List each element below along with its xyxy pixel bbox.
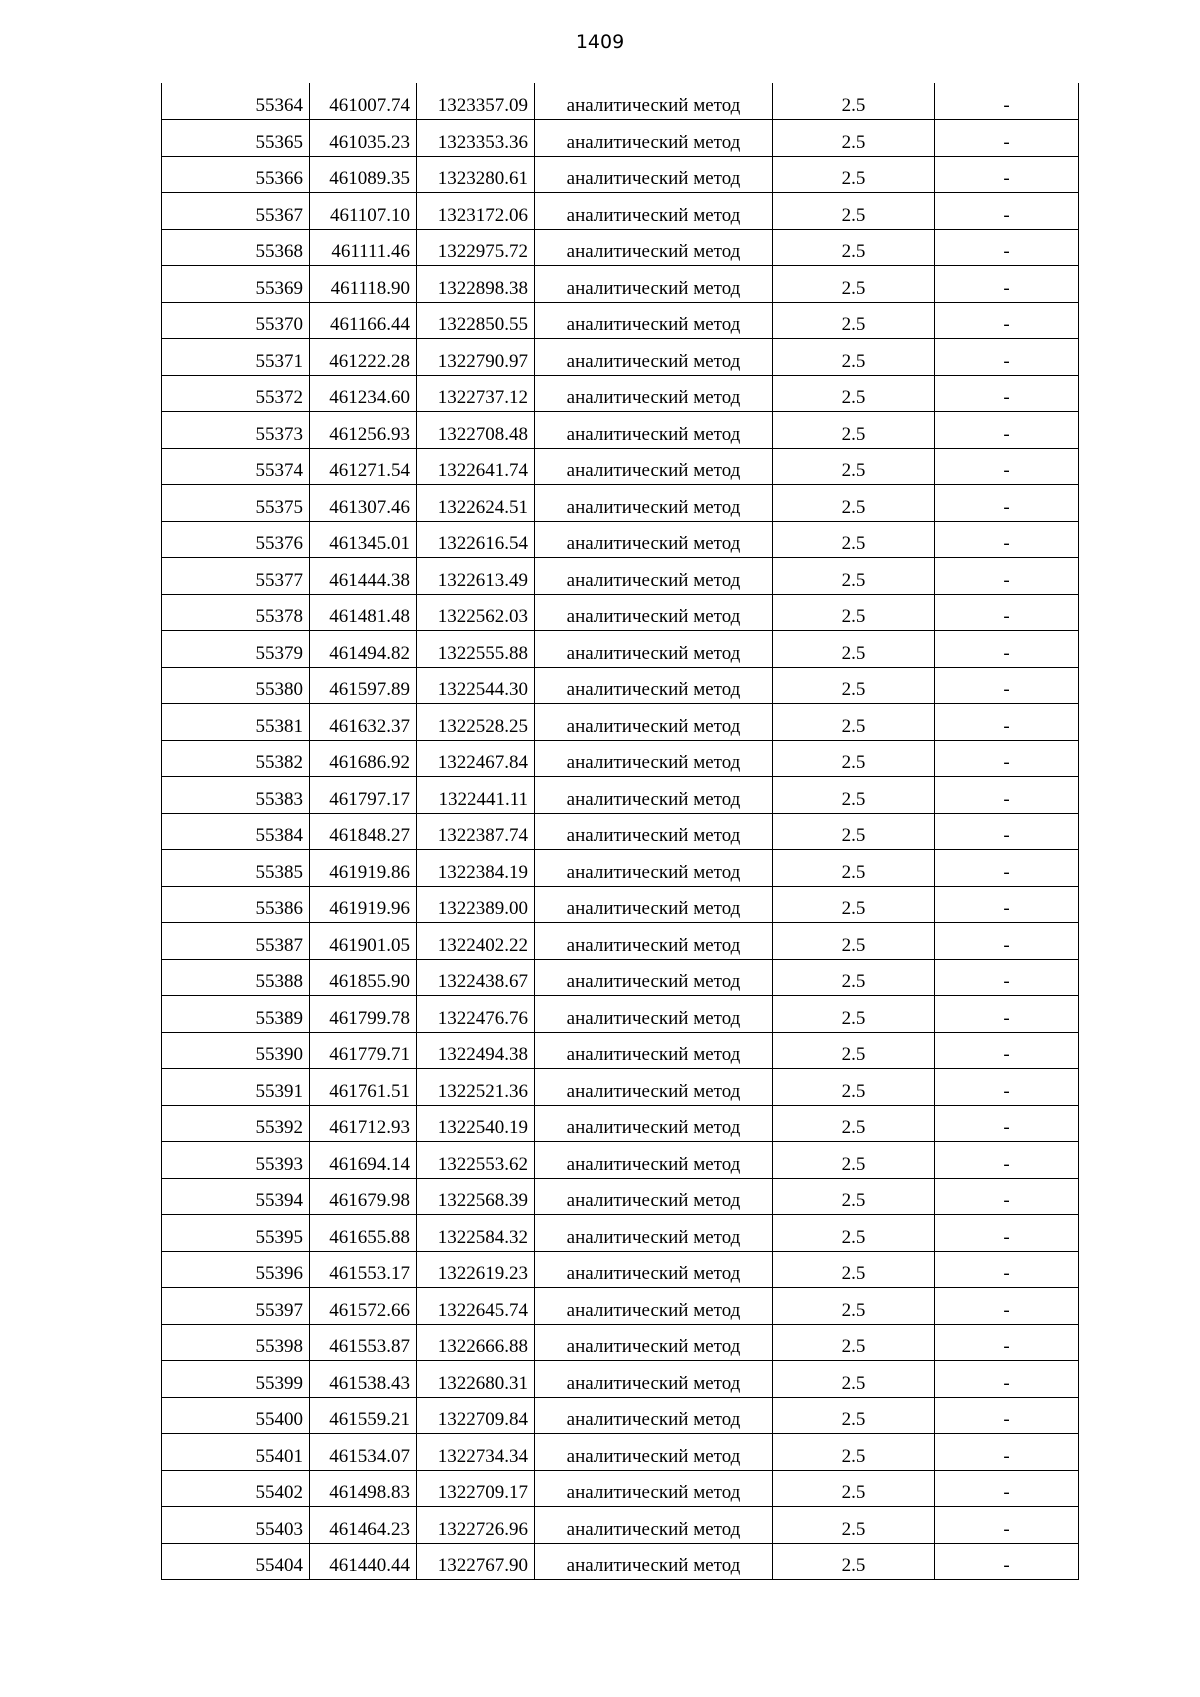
cell-point-number: 55387: [162, 923, 310, 960]
cell-point-number: 55376: [162, 521, 310, 558]
cell-note: -: [935, 777, 1079, 814]
cell-note: -: [935, 1397, 1079, 1434]
cell-accuracy: 2.5: [773, 886, 935, 923]
table-row: [162, 302, 1079, 339]
table-row: [162, 777, 1079, 814]
table-row: [162, 1288, 1079, 1325]
table-row: [162, 1324, 1079, 1361]
page-number: 1409: [575, 31, 625, 53]
table-row: [162, 594, 1079, 631]
cell-point-number: 55389: [162, 996, 310, 1033]
cell-note: -: [935, 120, 1079, 157]
cell-x-coordinate: 461035.23: [310, 120, 417, 157]
cell-y-coordinate: 1322619.23: [417, 1251, 535, 1288]
cell-y-coordinate: 1322568.39: [417, 1178, 535, 1215]
cell-x-coordinate: 461597.89: [310, 667, 417, 704]
cell-method: аналитический метод: [535, 412, 773, 449]
cell-note: -: [935, 193, 1079, 230]
cell-note: -: [935, 850, 1079, 887]
table-row: [162, 1434, 1079, 1471]
cell-x-coordinate: 461855.90: [310, 959, 417, 996]
cell-note: -: [935, 1288, 1079, 1325]
table-row: [162, 339, 1079, 376]
cell-y-coordinate: 1322584.32: [417, 1215, 535, 1252]
cell-accuracy: 2.5: [773, 1507, 935, 1544]
table-row: [162, 1361, 1079, 1398]
cell-y-coordinate: 1323353.36: [417, 120, 535, 157]
cell-note: -: [935, 1069, 1079, 1106]
cell-method: аналитический метод: [535, 1215, 773, 1252]
cell-accuracy: 2.5: [773, 193, 935, 230]
cell-accuracy: 2.5: [773, 1215, 935, 1252]
cell-method: аналитический метод: [535, 996, 773, 1033]
cell-point-number: 55373: [162, 412, 310, 449]
cell-note: -: [935, 1105, 1079, 1142]
cell-accuracy: 2.5: [773, 1543, 935, 1580]
cell-y-coordinate: 1323280.61: [417, 156, 535, 193]
cell-point-number: 55368: [162, 229, 310, 266]
cell-note: -: [935, 959, 1079, 996]
cell-point-number: 55381: [162, 704, 310, 741]
cell-note: -: [935, 375, 1079, 412]
cell-note: -: [935, 631, 1079, 668]
table-row: [162, 996, 1079, 1033]
cell-x-coordinate: 461494.82: [310, 631, 417, 668]
table-row: [162, 704, 1079, 741]
cell-note: -: [935, 1251, 1079, 1288]
cell-point-number: 55365: [162, 120, 310, 157]
cell-method: аналитический метод: [535, 1397, 773, 1434]
cell-x-coordinate: 461107.10: [310, 193, 417, 230]
cell-note: -: [935, 302, 1079, 339]
cell-accuracy: 2.5: [773, 1470, 935, 1507]
cell-y-coordinate: 1322680.31: [417, 1361, 535, 1398]
cell-accuracy: 2.5: [773, 156, 935, 193]
cell-point-number: 55390: [162, 1032, 310, 1069]
cell-note: -: [935, 886, 1079, 923]
cell-accuracy: 2.5: [773, 229, 935, 266]
table-row: [162, 521, 1079, 558]
cell-x-coordinate: 461007.74: [310, 83, 417, 120]
cell-y-coordinate: 1322384.19: [417, 850, 535, 887]
cell-y-coordinate: 1322467.84: [417, 740, 535, 777]
cell-note: -: [935, 813, 1079, 850]
cell-accuracy: 2.5: [773, 813, 935, 850]
cell-y-coordinate: 1322641.74: [417, 448, 535, 485]
cell-x-coordinate: 461553.87: [310, 1324, 417, 1361]
cell-method: аналитический метод: [535, 1288, 773, 1325]
cell-note: -: [935, 1178, 1079, 1215]
cell-x-coordinate: 461440.44: [310, 1543, 417, 1580]
cell-point-number: 55396: [162, 1251, 310, 1288]
cell-point-number: 55394: [162, 1178, 310, 1215]
cell-point-number: 55375: [162, 485, 310, 522]
cell-point-number: 55402: [162, 1470, 310, 1507]
cell-accuracy: 2.5: [773, 1032, 935, 1069]
cell-y-coordinate: 1322540.19: [417, 1105, 535, 1142]
cell-accuracy: 2.5: [773, 1288, 935, 1325]
cell-accuracy: 2.5: [773, 448, 935, 485]
table-row: [162, 1142, 1079, 1179]
cell-x-coordinate: 461779.71: [310, 1032, 417, 1069]
cell-accuracy: 2.5: [773, 302, 935, 339]
table-row: [162, 558, 1079, 595]
cell-y-coordinate: 1322708.48: [417, 412, 535, 449]
cell-accuracy: 2.5: [773, 1434, 935, 1471]
cell-point-number: 55400: [162, 1397, 310, 1434]
table-row: [162, 1470, 1079, 1507]
table-row: [162, 1215, 1079, 1252]
cell-point-number: 55404: [162, 1543, 310, 1580]
cell-point-number: 55386: [162, 886, 310, 923]
cell-point-number: 55380: [162, 667, 310, 704]
cell-method: аналитический метод: [535, 302, 773, 339]
cell-y-coordinate: 1322553.62: [417, 1142, 535, 1179]
table-row: [162, 1178, 1079, 1215]
cell-x-coordinate: 461572.66: [310, 1288, 417, 1325]
table-row: [162, 375, 1079, 412]
cell-point-number: 55397: [162, 1288, 310, 1325]
cell-method: аналитический метод: [535, 1361, 773, 1398]
cell-point-number: 55388: [162, 959, 310, 996]
cell-method: аналитический метод: [535, 740, 773, 777]
cell-method: аналитический метод: [535, 667, 773, 704]
cell-point-number: 55398: [162, 1324, 310, 1361]
cell-method: аналитический метод: [535, 1543, 773, 1580]
cell-method: аналитический метод: [535, 813, 773, 850]
cell-x-coordinate: 461444.38: [310, 558, 417, 595]
table-row: [162, 667, 1079, 704]
cell-note: -: [935, 1361, 1079, 1398]
cell-y-coordinate: 1322555.88: [417, 631, 535, 668]
cell-accuracy: 2.5: [773, 667, 935, 704]
table-row: [162, 266, 1079, 303]
cell-x-coordinate: 461919.86: [310, 850, 417, 887]
cell-x-coordinate: 461534.07: [310, 1434, 417, 1471]
cell-y-coordinate: 1322709.84: [417, 1397, 535, 1434]
cell-x-coordinate: 461464.23: [310, 1507, 417, 1544]
cell-method: аналитический метод: [535, 1507, 773, 1544]
cell-accuracy: 2.5: [773, 485, 935, 522]
table-row: [162, 1105, 1079, 1142]
cell-accuracy: 2.5: [773, 959, 935, 996]
cell-y-coordinate: 1322767.90: [417, 1543, 535, 1580]
cell-y-coordinate: 1322975.72: [417, 229, 535, 266]
cell-y-coordinate: 1323172.06: [417, 193, 535, 230]
table-row: [162, 448, 1079, 485]
cell-accuracy: 2.5: [773, 1105, 935, 1142]
table-row: [162, 1543, 1079, 1580]
cell-y-coordinate: 1322521.36: [417, 1069, 535, 1106]
cell-x-coordinate: 461848.27: [310, 813, 417, 850]
cell-accuracy: 2.5: [773, 1397, 935, 1434]
cell-y-coordinate: 1322562.03: [417, 594, 535, 631]
cell-method: аналитический метод: [535, 485, 773, 522]
cell-y-coordinate: 1322476.76: [417, 996, 535, 1033]
cell-method: аналитический метод: [535, 1142, 773, 1179]
cell-accuracy: 2.5: [773, 850, 935, 887]
cell-point-number: 55399: [162, 1361, 310, 1398]
cell-note: -: [935, 1434, 1079, 1471]
cell-x-coordinate: 461345.01: [310, 521, 417, 558]
table-row: [162, 850, 1079, 887]
table-row: [162, 959, 1079, 996]
cell-note: -: [935, 1215, 1079, 1252]
cell-x-coordinate: 461118.90: [310, 266, 417, 303]
cell-note: -: [935, 229, 1079, 266]
cell-note: -: [935, 1470, 1079, 1507]
cell-y-coordinate: 1322709.17: [417, 1470, 535, 1507]
table-row: [162, 740, 1079, 777]
cell-accuracy: 2.5: [773, 339, 935, 376]
cell-note: -: [935, 1324, 1079, 1361]
cell-y-coordinate: 1322616.54: [417, 521, 535, 558]
cell-x-coordinate: 461222.28: [310, 339, 417, 376]
cell-method: аналитический метод: [535, 193, 773, 230]
cell-x-coordinate: 461799.78: [310, 996, 417, 1033]
cell-method: аналитический метод: [535, 1251, 773, 1288]
cell-x-coordinate: 461256.93: [310, 412, 417, 449]
cell-note: -: [935, 1543, 1079, 1580]
cell-method: аналитический метод: [535, 83, 773, 120]
cell-y-coordinate: 1322389.00: [417, 886, 535, 923]
cell-y-coordinate: 1323357.09: [417, 83, 535, 120]
cell-point-number: 55372: [162, 375, 310, 412]
cell-point-number: 55371: [162, 339, 310, 376]
cell-x-coordinate: 461089.35: [310, 156, 417, 193]
cell-point-number: 55382: [162, 740, 310, 777]
cell-point-number: 55379: [162, 631, 310, 668]
cell-method: аналитический метод: [535, 229, 773, 266]
cell-method: аналитический метод: [535, 594, 773, 631]
cell-method: аналитический метод: [535, 120, 773, 157]
cell-x-coordinate: 461111.46: [310, 229, 417, 266]
cell-method: аналитический метод: [535, 631, 773, 668]
cell-x-coordinate: 461166.44: [310, 302, 417, 339]
cell-y-coordinate: 1322544.30: [417, 667, 535, 704]
table-row: [162, 923, 1079, 960]
cell-accuracy: 2.5: [773, 631, 935, 668]
table-row: [162, 886, 1079, 923]
cell-note: -: [935, 667, 1079, 704]
cell-accuracy: 2.5: [773, 375, 935, 412]
cell-method: аналитический метод: [535, 521, 773, 558]
cell-x-coordinate: 461307.46: [310, 485, 417, 522]
cell-method: аналитический метод: [535, 850, 773, 887]
table-row: [162, 1069, 1079, 1106]
cell-x-coordinate: 461498.83: [310, 1470, 417, 1507]
table-row: [162, 193, 1079, 230]
cell-accuracy: 2.5: [773, 521, 935, 558]
cell-method: аналитический метод: [535, 558, 773, 595]
cell-point-number: 55366: [162, 156, 310, 193]
cell-x-coordinate: 461797.17: [310, 777, 417, 814]
cell-point-number: 55395: [162, 1215, 310, 1252]
cell-note: -: [935, 521, 1079, 558]
cell-note: -: [935, 339, 1079, 376]
table-row: [162, 631, 1079, 668]
cell-accuracy: 2.5: [773, 777, 935, 814]
cell-y-coordinate: 1322726.96: [417, 1507, 535, 1544]
cell-accuracy: 2.5: [773, 266, 935, 303]
cell-method: аналитический метод: [535, 339, 773, 376]
cell-accuracy: 2.5: [773, 996, 935, 1033]
cell-note: -: [935, 156, 1079, 193]
cell-point-number: 55391: [162, 1069, 310, 1106]
cell-x-coordinate: 461679.98: [310, 1178, 417, 1215]
cell-method: аналитический метод: [535, 777, 773, 814]
cell-note: -: [935, 448, 1079, 485]
cell-y-coordinate: 1322387.74: [417, 813, 535, 850]
cell-method: аналитический метод: [535, 704, 773, 741]
cell-point-number: 55403: [162, 1507, 310, 1544]
cell-x-coordinate: 461712.93: [310, 1105, 417, 1142]
cell-y-coordinate: 1322790.97: [417, 339, 535, 376]
cell-x-coordinate: 461234.60: [310, 375, 417, 412]
cell-accuracy: 2.5: [773, 1069, 935, 1106]
cell-note: -: [935, 266, 1079, 303]
cell-x-coordinate: 461694.14: [310, 1142, 417, 1179]
cell-method: аналитический метод: [535, 1470, 773, 1507]
cell-y-coordinate: 1322734.34: [417, 1434, 535, 1471]
coordinates-table: [161, 83, 1079, 1580]
cell-point-number: 55393: [162, 1142, 310, 1179]
cell-x-coordinate: 461632.37: [310, 704, 417, 741]
cell-y-coordinate: 1322898.38: [417, 266, 535, 303]
cell-accuracy: 2.5: [773, 1324, 935, 1361]
cell-x-coordinate: 461761.51: [310, 1069, 417, 1106]
cell-method: аналитический метод: [535, 266, 773, 303]
cell-x-coordinate: 461553.17: [310, 1251, 417, 1288]
cell-note: -: [935, 1142, 1079, 1179]
cell-note: -: [935, 558, 1079, 595]
cell-y-coordinate: 1322666.88: [417, 1324, 535, 1361]
cell-y-coordinate: 1322613.49: [417, 558, 535, 595]
cell-x-coordinate: 461271.54: [310, 448, 417, 485]
table-row: [162, 120, 1079, 157]
cell-method: аналитический метод: [535, 448, 773, 485]
cell-note: -: [935, 485, 1079, 522]
cell-method: аналитический метод: [535, 375, 773, 412]
cell-method: аналитический метод: [535, 959, 773, 996]
cell-accuracy: 2.5: [773, 558, 935, 595]
cell-x-coordinate: 461919.96: [310, 886, 417, 923]
table-row: [162, 1507, 1079, 1544]
cell-note: -: [935, 594, 1079, 631]
cell-accuracy: 2.5: [773, 1361, 935, 1398]
cell-accuracy: 2.5: [773, 1251, 935, 1288]
cell-x-coordinate: 461481.48: [310, 594, 417, 631]
cell-y-coordinate: 1322624.51: [417, 485, 535, 522]
cell-note: -: [935, 996, 1079, 1033]
cell-x-coordinate: 461901.05: [310, 923, 417, 960]
table-body: [162, 83, 1079, 1580]
cell-point-number: 55367: [162, 193, 310, 230]
cell-y-coordinate: 1322494.38: [417, 1032, 535, 1069]
table-row: [162, 1032, 1079, 1069]
cell-method: аналитический метод: [535, 1434, 773, 1471]
cell-method: аналитический метод: [535, 1105, 773, 1142]
cell-point-number: 55392: [162, 1105, 310, 1142]
cell-point-number: 55401: [162, 1434, 310, 1471]
cell-note: -: [935, 704, 1079, 741]
cell-method: аналитический метод: [535, 923, 773, 960]
cell-point-number: 55369: [162, 266, 310, 303]
cell-method: аналитический метод: [535, 1069, 773, 1106]
cell-method: аналитический метод: [535, 1032, 773, 1069]
table-row: [162, 156, 1079, 193]
cell-y-coordinate: 1322737.12: [417, 375, 535, 412]
cell-point-number: 55378: [162, 594, 310, 631]
cell-x-coordinate: 461655.88: [310, 1215, 417, 1252]
cell-accuracy: 2.5: [773, 594, 935, 631]
cell-x-coordinate: 461559.21: [310, 1397, 417, 1434]
cell-method: аналитический метод: [535, 156, 773, 193]
cell-method: аналитический метод: [535, 1324, 773, 1361]
cell-point-number: 55364: [162, 83, 310, 120]
cell-accuracy: 2.5: [773, 120, 935, 157]
cell-point-number: 55383: [162, 777, 310, 814]
cell-y-coordinate: 1322441.11: [417, 777, 535, 814]
cell-method: аналитический метод: [535, 886, 773, 923]
cell-y-coordinate: 1322645.74: [417, 1288, 535, 1325]
cell-note: -: [935, 923, 1079, 960]
cell-note: -: [935, 740, 1079, 777]
cell-accuracy: 2.5: [773, 83, 935, 120]
cell-y-coordinate: 1322850.55: [417, 302, 535, 339]
cell-point-number: 55377: [162, 558, 310, 595]
cell-accuracy: 2.5: [773, 923, 935, 960]
cell-point-number: 55385: [162, 850, 310, 887]
table-row: [162, 1251, 1079, 1288]
cell-point-number: 55384: [162, 813, 310, 850]
cell-accuracy: 2.5: [773, 740, 935, 777]
cell-accuracy: 2.5: [773, 412, 935, 449]
cell-accuracy: 2.5: [773, 1142, 935, 1179]
cell-point-number: 55370: [162, 302, 310, 339]
table-row: [162, 813, 1079, 850]
cell-y-coordinate: 1322402.22: [417, 923, 535, 960]
cell-x-coordinate: 461538.43: [310, 1361, 417, 1398]
cell-method: аналитический метод: [535, 1178, 773, 1215]
cell-note: -: [935, 412, 1079, 449]
cell-x-coordinate: 461686.92: [310, 740, 417, 777]
table-row: [162, 83, 1079, 120]
table-row: [162, 485, 1079, 522]
table-row: [162, 229, 1079, 266]
table-row: [162, 1397, 1079, 1434]
cell-accuracy: 2.5: [773, 1178, 935, 1215]
cell-y-coordinate: 1322528.25: [417, 704, 535, 741]
cell-point-number: 55374: [162, 448, 310, 485]
cell-note: -: [935, 83, 1079, 120]
cell-y-coordinate: 1322438.67: [417, 959, 535, 996]
cell-accuracy: 2.5: [773, 704, 935, 741]
cell-note: -: [935, 1507, 1079, 1544]
table-row: [162, 412, 1079, 449]
cell-note: -: [935, 1032, 1079, 1069]
